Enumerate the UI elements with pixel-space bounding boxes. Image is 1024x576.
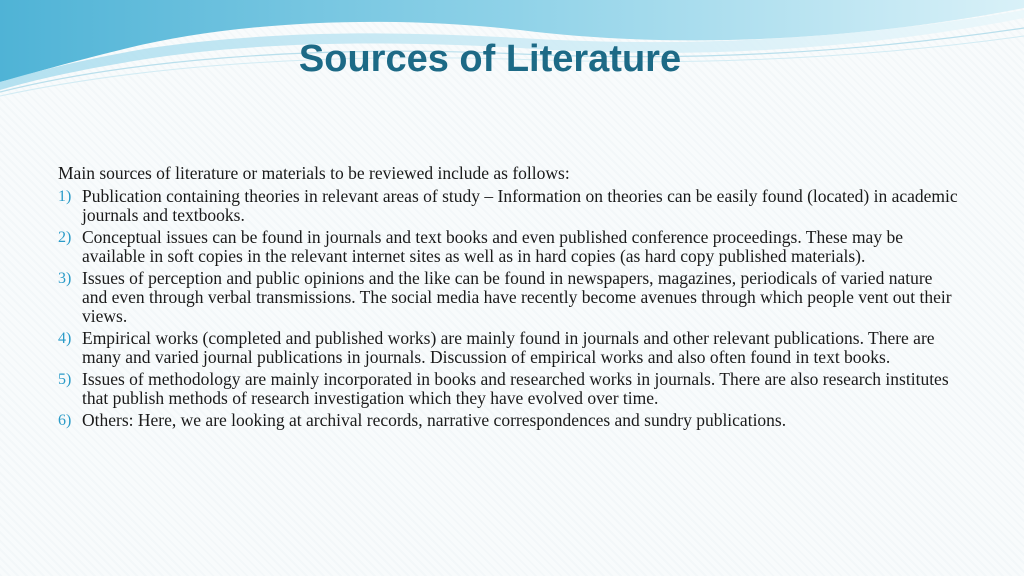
intro-text: Main sources of literature or materials to be reviewed include as follows: (58, 163, 570, 183)
list-item-number: 2) (58, 229, 72, 246)
list-item-text: Others: Here, we are looking at archival records, narrative correspondences and sundry publications. (82, 410, 787, 430)
list-item-number: 3) (58, 270, 72, 287)
sources-list (58, 187, 958, 430)
list-item (58, 269, 958, 326)
list-item-text: Publication containing theories in relevant areas of study – Information on theories can be easily found (located) in academic journals and textbooks. (82, 186, 958, 225)
slide-content (58, 164, 958, 433)
list-item-number: 1) (58, 188, 72, 205)
list-item-text: Issues of perception and public opinions and the like can be found in newspapers, magazines, periodicals of varied nature and even through verbal transmissions. The social media have recently become avenues through which people vent out their views. (82, 268, 952, 326)
list-item-text: Issues of methodology are mainly incorporated in books and researched works in journals. There are also research institutes that publish methods of research investigation which they have evolved over time. (82, 369, 949, 408)
list-item-number: 5) (58, 371, 72, 388)
list-item-text: Empirical works (completed and published works) are mainly found in journals and other relevant publications. There are many and varied journal publications in journals. Discussion of empirical works and also often found in text books. (82, 328, 935, 367)
list-item-number: 4) (58, 330, 72, 347)
list-item-number: 6) (58, 412, 72, 429)
list-item (58, 228, 958, 266)
list-item-text: Conceptual issues can be found in journals and text books and even published conference proceedings. These may be available in soft copies in the relevant internet sites as well as in hard copies (as hard copy published materials). (82, 227, 903, 266)
slide-title: Sources of Literature (298, 38, 682, 80)
list-item (58, 187, 958, 225)
list-item (58, 411, 958, 430)
list-item (58, 370, 958, 408)
list-item (58, 329, 958, 367)
